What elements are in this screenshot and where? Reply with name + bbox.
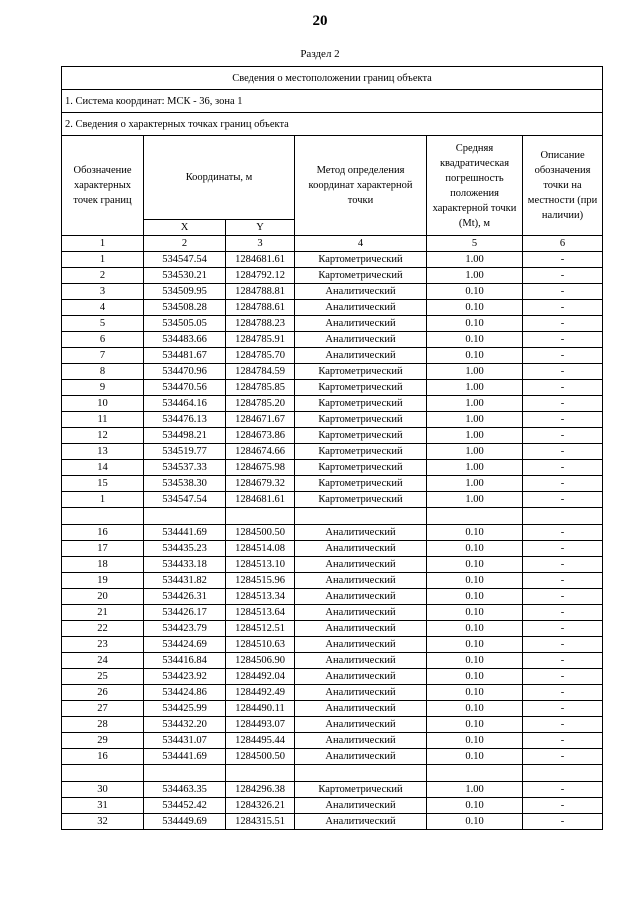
column-number: 3 xyxy=(226,236,295,252)
y-coordinate: 1284671.67 xyxy=(226,412,295,428)
table-row xyxy=(62,798,603,814)
x-coordinate: 534432.20 xyxy=(144,717,226,733)
description: - xyxy=(523,717,603,733)
table-row xyxy=(62,557,603,573)
points-section-title: 2. Сведения о характерных точках границ объекта xyxy=(62,113,603,136)
table-row xyxy=(62,316,603,332)
accuracy: 1.00 xyxy=(427,460,523,476)
empty-cell xyxy=(295,508,427,525)
empty-cell xyxy=(523,508,603,525)
table-row xyxy=(62,460,603,476)
column-number-row xyxy=(62,236,603,252)
description: - xyxy=(523,252,603,268)
x-coordinate: 534426.17 xyxy=(144,605,226,621)
table-row xyxy=(62,685,603,701)
y-coordinate: 1284296.38 xyxy=(226,782,295,798)
y-coordinate: 1284512.51 xyxy=(226,621,295,637)
description: - xyxy=(523,798,603,814)
method: Аналитический xyxy=(295,541,427,557)
accuracy: 0.10 xyxy=(427,525,523,541)
y-coordinate: 1284788.81 xyxy=(226,284,295,300)
accuracy: 1.00 xyxy=(427,782,523,798)
method: Аналитический xyxy=(295,284,427,300)
accuracy: 0.10 xyxy=(427,701,523,717)
method: Аналитический xyxy=(295,316,427,332)
accuracy: 0.10 xyxy=(427,637,523,653)
table-row xyxy=(62,364,603,380)
accuracy: 1.00 xyxy=(427,268,523,284)
point-id: 23 xyxy=(62,637,144,653)
accuracy: 0.10 xyxy=(427,589,523,605)
method: Картометрический xyxy=(295,444,427,460)
header-y: Y xyxy=(226,220,295,236)
table-row xyxy=(62,412,603,428)
description: - xyxy=(523,782,603,798)
point-id: 10 xyxy=(62,396,144,412)
x-coordinate: 534498.21 xyxy=(144,428,226,444)
x-coordinate: 534435.23 xyxy=(144,541,226,557)
description: - xyxy=(523,428,603,444)
boundary-points-table xyxy=(61,66,603,830)
x-coordinate: 534463.35 xyxy=(144,782,226,798)
x-coordinate: 534470.96 xyxy=(144,364,226,380)
accuracy: 1.00 xyxy=(427,476,523,492)
empty-cell xyxy=(144,508,226,525)
y-coordinate: 1284510.63 xyxy=(226,637,295,653)
method: Аналитический xyxy=(295,300,427,316)
y-coordinate: 1284785.70 xyxy=(226,348,295,364)
method: Аналитический xyxy=(295,669,427,685)
description: - xyxy=(523,444,603,460)
empty-cell xyxy=(523,765,603,782)
y-coordinate: 1284492.04 xyxy=(226,669,295,685)
accuracy: 0.10 xyxy=(427,573,523,589)
y-coordinate: 1284785.85 xyxy=(226,380,295,396)
method: Аналитический xyxy=(295,589,427,605)
method: Картометрический xyxy=(295,476,427,492)
description: - xyxy=(523,300,603,316)
x-coordinate: 534431.82 xyxy=(144,573,226,589)
point-id: 11 xyxy=(62,412,144,428)
method: Картометрический xyxy=(295,428,427,444)
point-id: 1 xyxy=(62,492,144,508)
x-coordinate: 534505.05 xyxy=(144,316,226,332)
method: Картометрический xyxy=(295,364,427,380)
method: Аналитический xyxy=(295,573,427,589)
accuracy: 0.10 xyxy=(427,300,523,316)
x-coordinate: 534530.21 xyxy=(144,268,226,284)
description: - xyxy=(523,814,603,830)
y-coordinate: 1284675.98 xyxy=(226,460,295,476)
point-id: 5 xyxy=(62,316,144,332)
point-id: 28 xyxy=(62,717,144,733)
table-row xyxy=(62,653,603,669)
empty-cell xyxy=(62,508,144,525)
y-coordinate: 1284326.21 xyxy=(226,798,295,814)
description: - xyxy=(523,653,603,669)
accuracy: 1.00 xyxy=(427,428,523,444)
table-row xyxy=(62,284,603,300)
y-coordinate: 1284490.11 xyxy=(226,701,295,717)
table-row xyxy=(62,749,603,765)
accuracy: 0.10 xyxy=(427,749,523,765)
method: Аналитический xyxy=(295,348,427,364)
group-separator-row xyxy=(62,508,603,525)
column-number: 6 xyxy=(523,236,603,252)
accuracy: 0.10 xyxy=(427,669,523,685)
point-id: 16 xyxy=(62,525,144,541)
point-id: 12 xyxy=(62,428,144,444)
description: - xyxy=(523,573,603,589)
description: - xyxy=(523,557,603,573)
y-coordinate: 1284315.51 xyxy=(226,814,295,830)
accuracy: 0.10 xyxy=(427,557,523,573)
point-id: 27 xyxy=(62,701,144,717)
table-row xyxy=(62,332,603,348)
point-id: 17 xyxy=(62,541,144,557)
point-id: 15 xyxy=(62,476,144,492)
column-number: 1 xyxy=(62,236,144,252)
description: - xyxy=(523,332,603,348)
y-coordinate: 1284514.08 xyxy=(226,541,295,557)
point-id: 21 xyxy=(62,605,144,621)
point-id: 25 xyxy=(62,669,144,685)
empty-cell xyxy=(427,765,523,782)
point-id: 4 xyxy=(62,300,144,316)
point-id: 24 xyxy=(62,653,144,669)
method: Картометрический xyxy=(295,412,427,428)
table-row xyxy=(62,701,603,717)
table-row xyxy=(62,268,603,284)
table-row xyxy=(62,605,603,621)
table-row xyxy=(62,300,603,316)
point-id: 16 xyxy=(62,749,144,765)
method: Картометрический xyxy=(295,380,427,396)
x-coordinate: 534441.69 xyxy=(144,749,226,765)
point-id: 22 xyxy=(62,621,144,637)
x-coordinate: 534431.07 xyxy=(144,733,226,749)
y-coordinate: 1284515.96 xyxy=(226,573,295,589)
accuracy: 0.10 xyxy=(427,332,523,348)
accuracy: 1.00 xyxy=(427,396,523,412)
table-row xyxy=(62,428,603,444)
point-id: 32 xyxy=(62,814,144,830)
table-row xyxy=(62,541,603,557)
accuracy: 0.10 xyxy=(427,316,523,332)
accuracy: 0.10 xyxy=(427,814,523,830)
header-x: X xyxy=(144,220,226,236)
method: Аналитический xyxy=(295,637,427,653)
x-coordinate: 534508.28 xyxy=(144,300,226,316)
column-number: 5 xyxy=(427,236,523,252)
method: Аналитический xyxy=(295,814,427,830)
table-row xyxy=(62,621,603,637)
table-row xyxy=(62,348,603,364)
empty-cell xyxy=(427,508,523,525)
method: Аналитический xyxy=(295,557,427,573)
method: Аналитический xyxy=(295,525,427,541)
method: Картометрический xyxy=(295,252,427,268)
method: Аналитический xyxy=(295,749,427,765)
y-coordinate: 1284513.10 xyxy=(226,557,295,573)
x-coordinate: 534483.66 xyxy=(144,332,226,348)
empty-cell xyxy=(144,765,226,782)
description: - xyxy=(523,492,603,508)
x-coordinate: 534476.13 xyxy=(144,412,226,428)
y-coordinate: 1284785.91 xyxy=(226,332,295,348)
x-coordinate: 534424.69 xyxy=(144,637,226,653)
method: Картометрический xyxy=(295,268,427,284)
y-coordinate: 1284681.61 xyxy=(226,492,295,508)
table-row xyxy=(62,492,603,508)
coordinate-system: 1. Система координат: МСК - 36, зона 1 xyxy=(62,90,603,113)
y-coordinate: 1284788.23 xyxy=(226,316,295,332)
accuracy: 1.00 xyxy=(427,412,523,428)
table-row xyxy=(62,669,603,685)
method: Аналитический xyxy=(295,717,427,733)
description: - xyxy=(523,733,603,749)
x-coordinate: 534547.54 xyxy=(144,252,226,268)
x-coordinate: 534538.30 xyxy=(144,476,226,492)
y-coordinate: 1284785.20 xyxy=(226,396,295,412)
x-coordinate: 534464.16 xyxy=(144,396,226,412)
y-coordinate: 1284681.61 xyxy=(226,252,295,268)
y-coordinate: 1284500.50 xyxy=(226,525,295,541)
point-id: 9 xyxy=(62,380,144,396)
description: - xyxy=(523,589,603,605)
description: - xyxy=(523,268,603,284)
header-point-designation: Обозначение характерных точек границ xyxy=(62,136,144,236)
description: - xyxy=(523,637,603,653)
header-coordinates: Координаты, м xyxy=(144,136,295,220)
x-coordinate: 534424.86 xyxy=(144,685,226,701)
y-coordinate: 1284784.59 xyxy=(226,364,295,380)
point-id: 13 xyxy=(62,444,144,460)
y-coordinate: 1284495.44 xyxy=(226,733,295,749)
y-coordinate: 1284792.12 xyxy=(226,268,295,284)
column-number: 4 xyxy=(295,236,427,252)
x-coordinate: 534481.67 xyxy=(144,348,226,364)
method: Аналитический xyxy=(295,701,427,717)
description: - xyxy=(523,701,603,717)
method: Картометрический xyxy=(295,460,427,476)
description: - xyxy=(523,685,603,701)
x-coordinate: 534423.79 xyxy=(144,621,226,637)
table-title: Сведения о местоположении границ объекта xyxy=(62,67,603,90)
table-row xyxy=(62,717,603,733)
empty-cell xyxy=(226,508,295,525)
method: Картометрический xyxy=(295,492,427,508)
accuracy: 0.10 xyxy=(427,717,523,733)
header-description: Описание обозначения точки на местности (при наличии) xyxy=(523,136,603,236)
point-id: 30 xyxy=(62,782,144,798)
description: - xyxy=(523,396,603,412)
y-coordinate: 1284674.66 xyxy=(226,444,295,460)
x-coordinate: 534509.95 xyxy=(144,284,226,300)
description: - xyxy=(523,525,603,541)
header-method: Метод определения координат характерной точки xyxy=(295,136,427,236)
y-coordinate: 1284788.61 xyxy=(226,300,295,316)
description: - xyxy=(523,316,603,332)
description: - xyxy=(523,348,603,364)
table-row xyxy=(62,589,603,605)
point-id: 7 xyxy=(62,348,144,364)
group-separator-row xyxy=(62,765,603,782)
empty-cell xyxy=(62,765,144,782)
method: Картометрический xyxy=(295,782,427,798)
x-coordinate: 534425.99 xyxy=(144,701,226,717)
y-coordinate: 1284513.64 xyxy=(226,605,295,621)
point-id: 20 xyxy=(62,589,144,605)
description: - xyxy=(523,749,603,765)
table-row xyxy=(62,252,603,268)
y-coordinate: 1284493.07 xyxy=(226,717,295,733)
point-id: 2 xyxy=(62,268,144,284)
table-row xyxy=(62,444,603,460)
header-accuracy: Средняя квадратическая погрешность положения характерной точки (Mt), м xyxy=(427,136,523,236)
accuracy: 0.10 xyxy=(427,685,523,701)
method: Аналитический xyxy=(295,621,427,637)
table-row xyxy=(62,782,603,798)
description: - xyxy=(523,380,603,396)
accuracy: 0.10 xyxy=(427,284,523,300)
accuracy: 1.00 xyxy=(427,252,523,268)
description: - xyxy=(523,460,603,476)
x-coordinate: 534416.84 xyxy=(144,653,226,669)
accuracy: 0.10 xyxy=(427,621,523,637)
method: Аналитический xyxy=(295,332,427,348)
empty-cell xyxy=(295,765,427,782)
description: - xyxy=(523,669,603,685)
x-coordinate: 534441.69 xyxy=(144,525,226,541)
accuracy: 0.10 xyxy=(427,798,523,814)
x-coordinate: 534470.56 xyxy=(144,380,226,396)
table-row xyxy=(62,637,603,653)
x-coordinate: 534537.33 xyxy=(144,460,226,476)
description: - xyxy=(523,605,603,621)
x-coordinate: 534547.54 xyxy=(144,492,226,508)
x-coordinate: 534433.18 xyxy=(144,557,226,573)
x-coordinate: 534452.42 xyxy=(144,798,226,814)
page-number: 20 xyxy=(312,13,328,29)
description: - xyxy=(523,541,603,557)
description: - xyxy=(523,364,603,380)
y-coordinate: 1284513.34 xyxy=(226,589,295,605)
method: Аналитический xyxy=(295,653,427,669)
x-coordinate: 534519.77 xyxy=(144,444,226,460)
point-id: 6 xyxy=(62,332,144,348)
x-coordinate: 534423.92 xyxy=(144,669,226,685)
table-row xyxy=(62,476,603,492)
description: - xyxy=(523,476,603,492)
point-id: 18 xyxy=(62,557,144,573)
y-coordinate: 1284492.49 xyxy=(226,685,295,701)
point-id: 19 xyxy=(62,573,144,589)
y-coordinate: 1284500.50 xyxy=(226,749,295,765)
point-id: 3 xyxy=(62,284,144,300)
table-row xyxy=(62,396,603,412)
accuracy: 0.10 xyxy=(427,653,523,669)
table-row xyxy=(62,380,603,396)
table-row xyxy=(62,525,603,541)
description: - xyxy=(523,412,603,428)
point-id: 31 xyxy=(62,798,144,814)
table-row xyxy=(62,573,603,589)
point-id: 14 xyxy=(62,460,144,476)
point-id: 26 xyxy=(62,685,144,701)
method: Аналитический xyxy=(295,685,427,701)
column-number: 2 xyxy=(144,236,226,252)
accuracy: 0.10 xyxy=(427,541,523,557)
point-id: 1 xyxy=(62,252,144,268)
empty-cell xyxy=(226,765,295,782)
method: Аналитический xyxy=(295,605,427,621)
table-row xyxy=(62,733,603,749)
section-title: Раздел 2 xyxy=(300,48,340,60)
method: Картометрический xyxy=(295,396,427,412)
method: Аналитический xyxy=(295,798,427,814)
accuracy: 0.10 xyxy=(427,605,523,621)
accuracy: 1.00 xyxy=(427,364,523,380)
description: - xyxy=(523,284,603,300)
accuracy: 0.10 xyxy=(427,733,523,749)
x-coordinate: 534426.31 xyxy=(144,589,226,605)
method: Аналитический xyxy=(295,733,427,749)
y-coordinate: 1284673.86 xyxy=(226,428,295,444)
point-id: 29 xyxy=(62,733,144,749)
accuracy: 0.10 xyxy=(427,348,523,364)
description: - xyxy=(523,621,603,637)
y-coordinate: 1284506.90 xyxy=(226,653,295,669)
y-coordinate: 1284679.32 xyxy=(226,476,295,492)
point-id: 8 xyxy=(62,364,144,380)
accuracy: 1.00 xyxy=(427,492,523,508)
table-row xyxy=(62,814,603,830)
accuracy: 1.00 xyxy=(427,444,523,460)
x-coordinate: 534449.69 xyxy=(144,814,226,830)
accuracy: 1.00 xyxy=(427,380,523,396)
